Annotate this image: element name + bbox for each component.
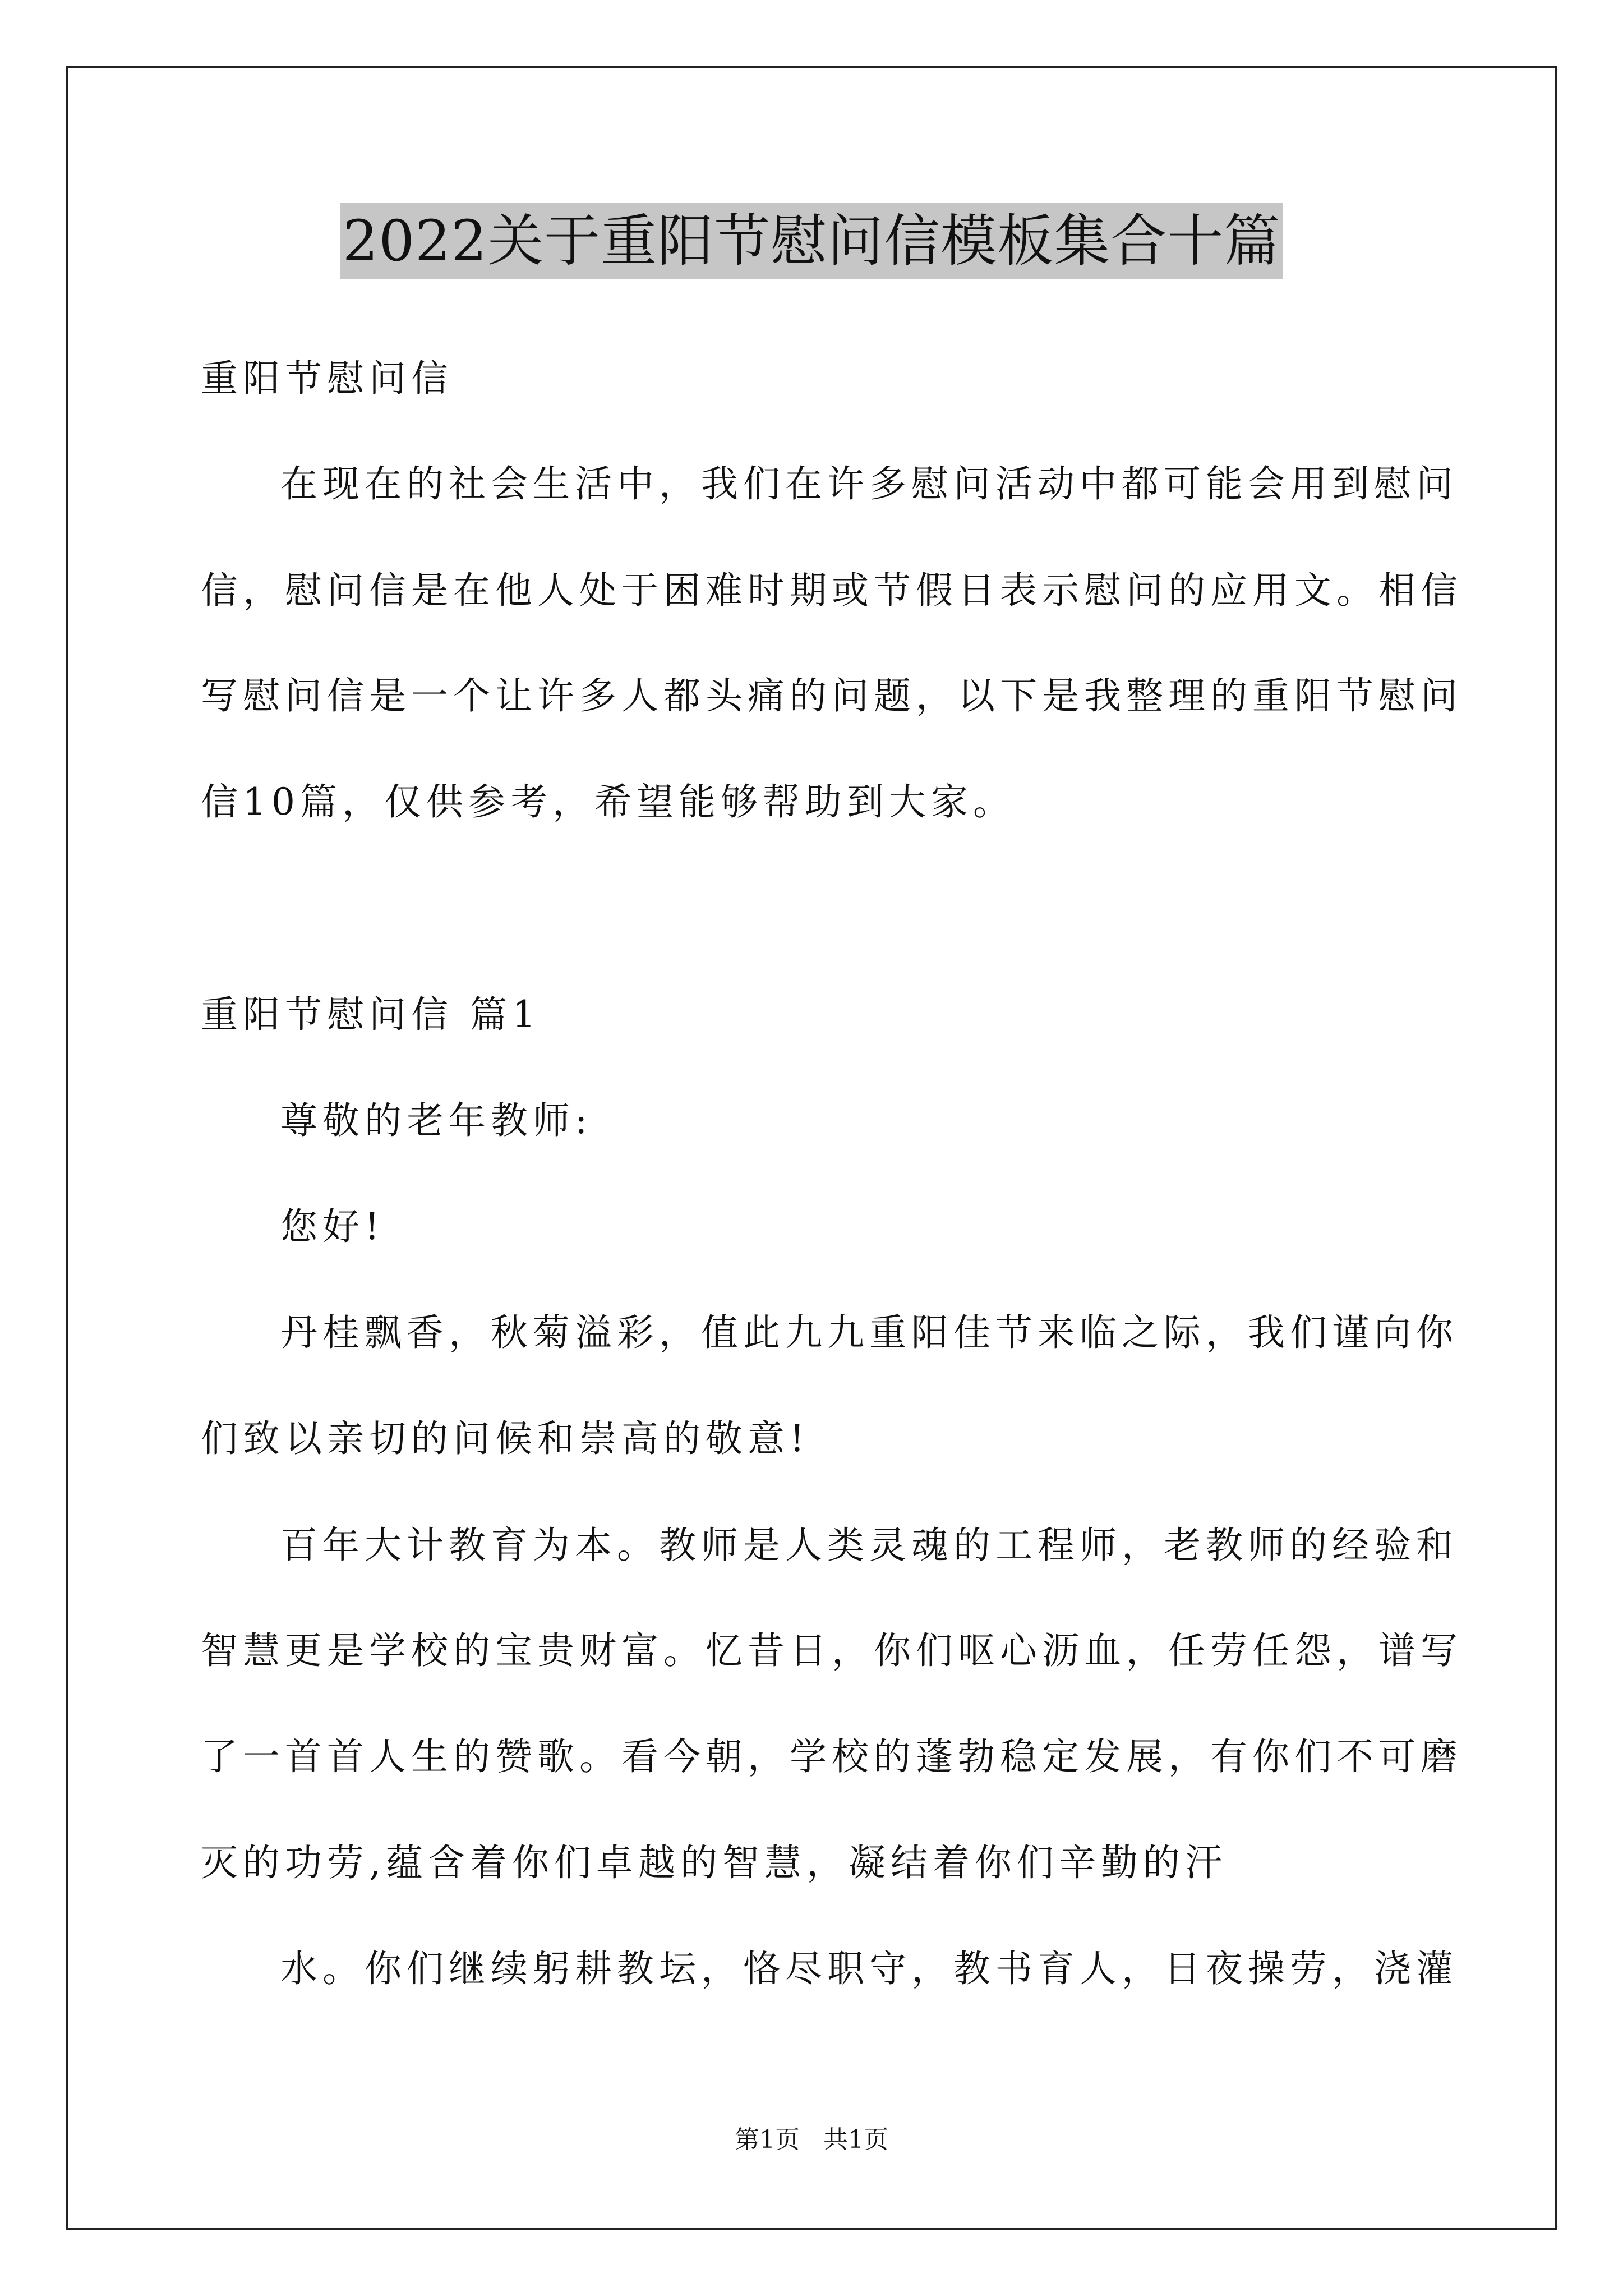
paragraph-line: 水。你们继续躬耕教坛，恪尽职守，教书育人，日夜操劳，浇灌 — [280, 1947, 1458, 1990]
greeting: 您好! — [280, 1205, 385, 1248]
page-footer: 第1页 共1页 — [735, 2125, 888, 2154]
section-heading: 重阳节慰问信 篇1 — [201, 993, 541, 1036]
paragraph-line: 写慰问信是一个让许多人都头痛的问题，以下是我整理的重阳节慰问 — [201, 674, 1463, 717]
paragraph-line: 信，慰问信是在他人处于困难时期或节假日表示慰问的应用文。相信 — [201, 569, 1463, 612]
paragraph-line: 在现在的社会生活中，我们在许多慰问活动中都可能会用到慰问 — [280, 462, 1458, 505]
document-title: 2022关于重阳节慰问信模板集合十篇 — [340, 203, 1283, 279]
paragraph-line: 丹桂飘香，秋菊溢彩，值此九九重阳佳节来临之际，我们谨向你 — [280, 1311, 1458, 1354]
paragraph-line: 百年大计教育为本。教师是人类灵魂的工程师，老教师的经验和 — [280, 1524, 1458, 1567]
paragraph-line: 灭的功劳,蕴含着你们卓越的智慧，凝结着你们辛勤的汗 — [201, 1841, 1227, 1884]
section-heading: 重阳节慰问信 — [201, 357, 453, 400]
paragraph-line: 智慧更是学校的宝贵财富。忆昔日，你们呕心沥血，任劳任怨，谱写 — [201, 1629, 1463, 1672]
paragraph-line: 信10篇，仅供参考，希望能够帮助到大家。 — [201, 780, 1015, 823]
paragraph-line: 了一首首人生的赞歌。看今朝，学校的蓬勃稳定发展，有你们不可磨 — [201, 1735, 1463, 1778]
title-container — [0, 203, 1623, 279]
paragraph-line: 们致以亲切的问候和崇高的敬意! — [201, 1417, 810, 1460]
salutation: 尊敬的老年教师: — [280, 1099, 593, 1142]
